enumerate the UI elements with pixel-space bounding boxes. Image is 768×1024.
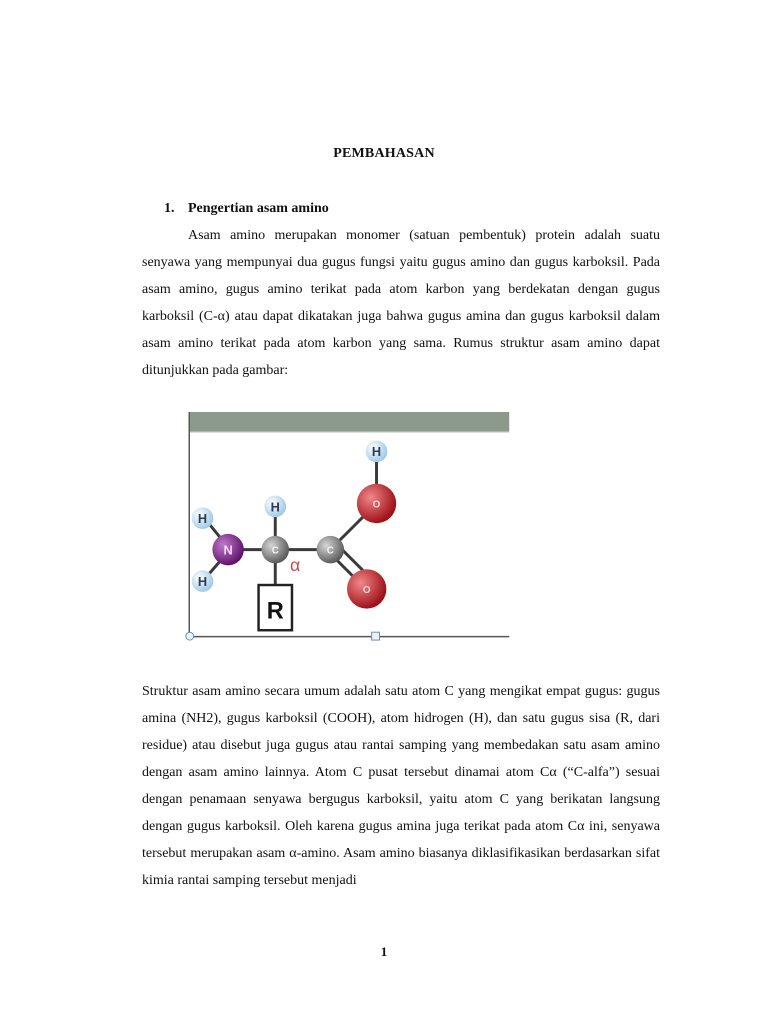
paragraph-1 bbox=[142, 222, 660, 384]
section-heading bbox=[164, 201, 329, 217]
figure-header-divider bbox=[190, 432, 509, 433]
hydrogen-label-alpha: H bbox=[270, 499, 280, 515]
hydrogen-label-amine-bottom: H bbox=[197, 574, 208, 589]
page-number: 1 bbox=[380, 944, 388, 959]
section-heading-text: Pengertian asam amino bbox=[188, 201, 329, 216]
figure-mid-handle bbox=[372, 632, 380, 640]
hydrogen-label-carboxyl: H bbox=[371, 444, 382, 460]
oxygen-label-carbonyl: O bbox=[362, 584, 371, 596]
figure-corner-handle bbox=[186, 632, 194, 640]
carbon-label-carboxyl: C bbox=[326, 545, 334, 557]
alpha-symbol: α bbox=[290, 555, 301, 576]
paragraph-1-text: Asam amino merupakan monomer (satuan pembentuk) protein adalah suatu senyawa yang mempunyai dua gugus fungsi yaitu gugus amino dan gugus karboksil. Pada asam amino, gugus amino terikat pada atom karbon yang berdekatan dengan gugus karboksil (C-α) atau dapat dikatakan juga bahwa gugus amina dan gugus karboksil dalam asam amino terikat pada atom karbon yang sama. Rumus struktur asam amino dapat ditunjukkan pada gambar: bbox=[142, 228, 660, 378]
molecule-diagram bbox=[185, 412, 513, 644]
carbon-label-alpha: C bbox=[271, 545, 279, 557]
hydrogen-label-amine-top: H bbox=[197, 511, 208, 527]
figure-header-bar bbox=[190, 412, 509, 432]
r-group-label: R bbox=[266, 597, 284, 624]
amino-acid-structure-figure bbox=[185, 412, 515, 648]
section-number: 1. bbox=[164, 201, 175, 216]
figure-background bbox=[187, 412, 511, 644]
paragraph-2: Struktur asam amino secara umum adalah satu atom C yang mengikat empat gugus: gugus amina (NH2), gugus karboksil (COOH), atom hidrogen (H), dan satu gugus sisa (R, dari residue) atau disebut juga gugus atau rantai samping yang membedakan satu asam amino dengan asam amino lainnya. Atom C pusat tersebut dinamai atom Cα (“C-alfa”) sesuai dengan penamaan senyawa bergugus karboksil, yaitu atom C yang berikatan langsung dengan gugus karboksil. Oleh karena gugus amina juga terikat pada atom Cα ini, senyawa tersebut merupakan asam α-amino. Asam amino biasanya diklasifikasikan berdasarkan sifat kimia rantai samping tersebut menjadi bbox=[142, 684, 660, 888]
nitrogen-label: N bbox=[223, 542, 233, 558]
page-title: PEMBAHASAN bbox=[333, 146, 435, 161]
oxygen-label-hydroxyl: O bbox=[372, 499, 381, 511]
